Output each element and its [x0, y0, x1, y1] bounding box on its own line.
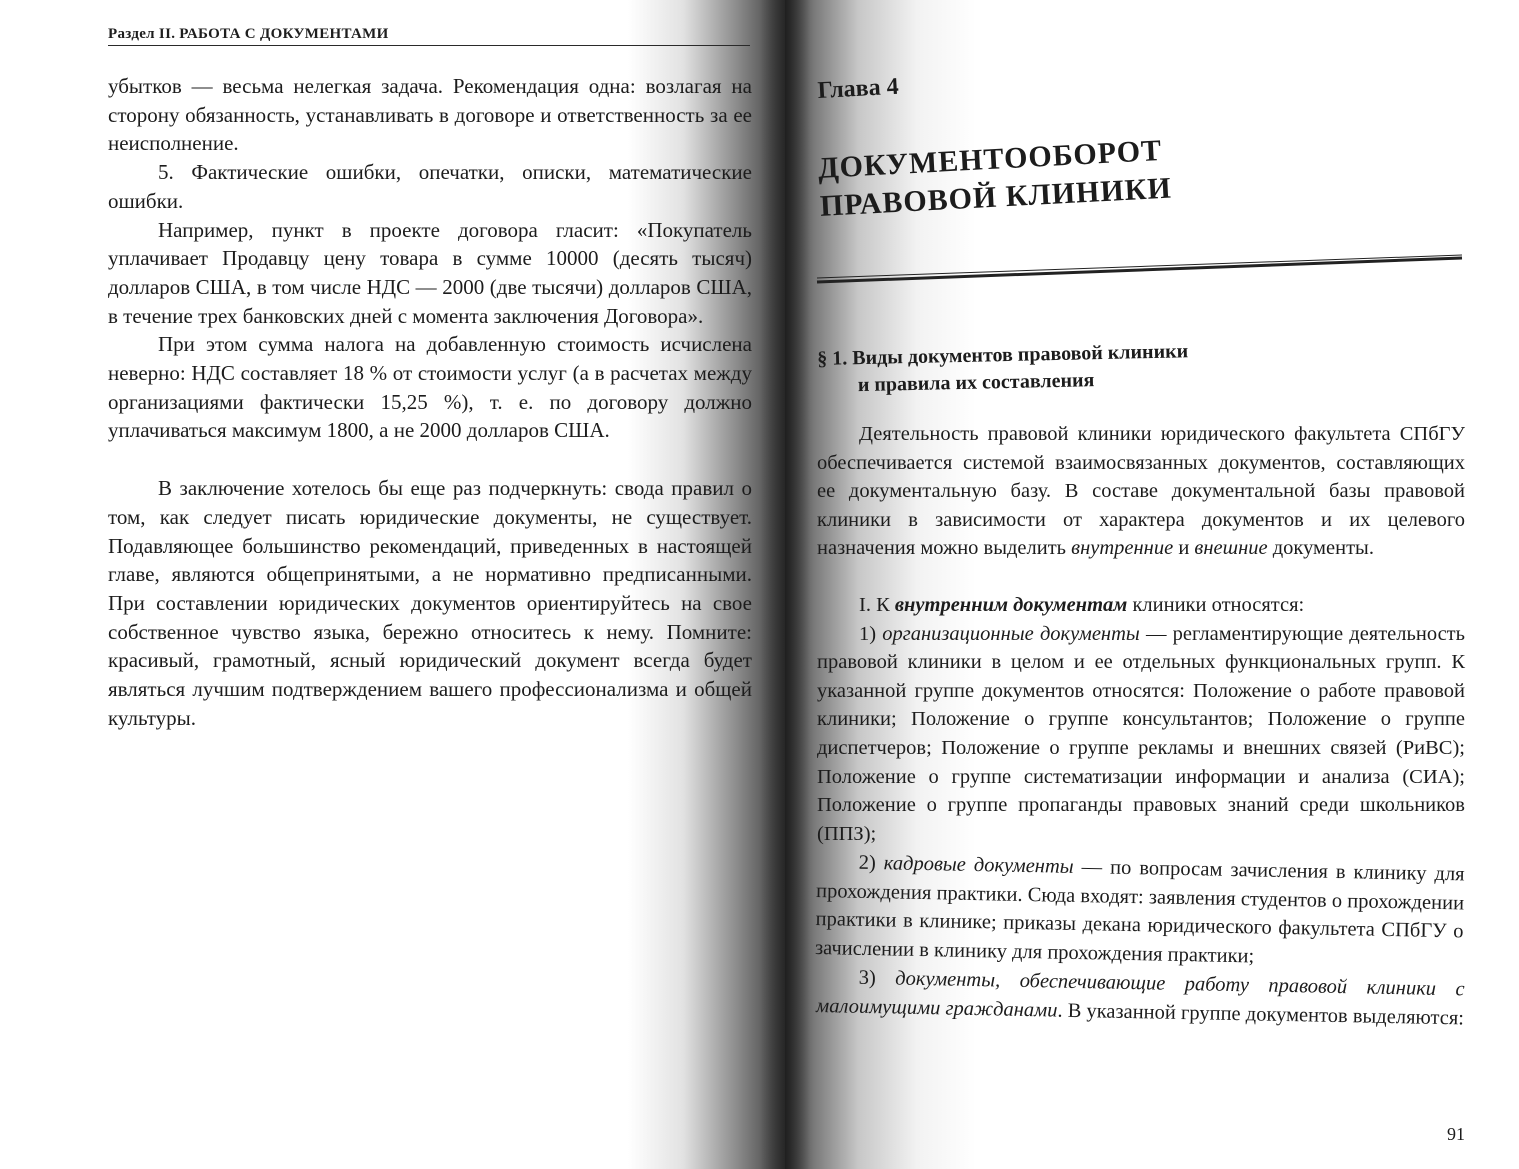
right-page-body [814, 420, 1465, 1029]
section-title-line2: и правила их составления [857, 369, 1095, 397]
term-internal-documents: внутренним документам [894, 593, 1128, 616]
term-internal: внутренние [1071, 537, 1174, 560]
list-item-personnel: 2) кадровые документы — по вопросам зачисления в клинику для прохождения практики. Сюда входят: заявления студентов о прохождении практики в клинике; приказы декана юридического факультета СПбГУ о зачислении в клинику для прохождения практики; [814, 852, 1465, 968]
chapter-title [817, 132, 1173, 226]
left-page-body [108, 72, 752, 732]
section-title [817, 338, 1189, 400]
paragraph-factual-errors: 5. Фактические ошибки, опечатки, описки, математические ошибки. [108, 160, 752, 213]
paragraph-continuation: убытков — весьма нелегкая задача. Рекомендация одна: возлагая на сторону обязанность, устанавливать в договоре и ответственность за ее неисполнение. [108, 74, 752, 156]
right-page [785, 0, 1519, 1169]
list-item-low-income: 3) документы, обеспечивающие работу правовой клиники с малоимущими гражданами. В указанной группе документов выделяются: [815, 966, 1465, 1029]
page-number: 91 [1447, 1124, 1465, 1144]
paragraph-intro: Деятельность правовой клиники юридического факультета СПбГУ обеспечивается системой взаимосвязанных документов, составляющих ее документальную базу. В составе документальной базы правовой клиники в зависимости от характера документов и их целевого назначения можно выделить внутренние и внешние документы. [817, 423, 1465, 560]
paragraph-example: Например, пункт в проекте договора гласит: «Покупатель уплачивает Продавцу цену товара в сумме 10000 (десять тысяч) долларов США, в том числе НДС — 2000 (две тысячи) долларов США, в течение трех банковских дней с момента заключения Договора». [108, 217, 752, 328]
chapter-title-line2: ПРАВОВОЙ КЛИНИКИ [819, 171, 1173, 223]
header-rule [108, 45, 750, 46]
list-item-organizational: 1) организационные документы — регламентирующие деятельность правовой клиники в целом и ее отдельных функциональных групп. К указанной группе документов относятся: Положение о работе правовой клиники; Положение о группе консультантов; Положение о группе диспетчеров; Положение о группе рекламы и внешних связей (РиВС); Положение о группе систематизации информации и анализа (СИА); Положение о группе пропаганды правовых знаний среди школьников (ППЗ); [817, 622, 1465, 845]
chapter-title-line1: ДОКУМЕНТООБОРОТ [817, 133, 1163, 185]
paragraph-conclusion: В заключение хотелось бы еще раз подчеркнуть: свода правил о том, как следует писать юридические документы, не существует. Подавляющее большинство рекомендаций, приведенных в настоящей главе, являются общепринятыми, а не нормативно предписанными. При составлении юридических документов ориентируйтесь на свое собственное чувство языка, бережно относитесь к нему. Помните: красивый, грамотный, ясный юридический документ всегда будет являться лучшим подтверждением вашего профессионализма и общей культуры. [108, 476, 752, 730]
term-external: внешние [1194, 537, 1268, 560]
paragraph-internal-heading: I. К внутренним документам клиники относятся: [859, 593, 1305, 616]
running-header: Раздел II. РАБОТА С ДОКУМЕНТАМИ [108, 26, 389, 42]
section-title-line1: § 1. Виды документов правовой клиники [817, 340, 1189, 370]
paragraph-vat-calculation: При этом сумма налога на добавленную стоимость исчислена неверно: НДС составляет 18 % от стоимости услуг (а в расчетах между организациями фактически 15,25 %), т. е. по договору должно уплачиваться максимум 1800, а не 2000 долларов США. [108, 332, 752, 443]
chapter-label: Глава 4 [817, 73, 900, 104]
chapter-rule [817, 258, 1462, 284]
